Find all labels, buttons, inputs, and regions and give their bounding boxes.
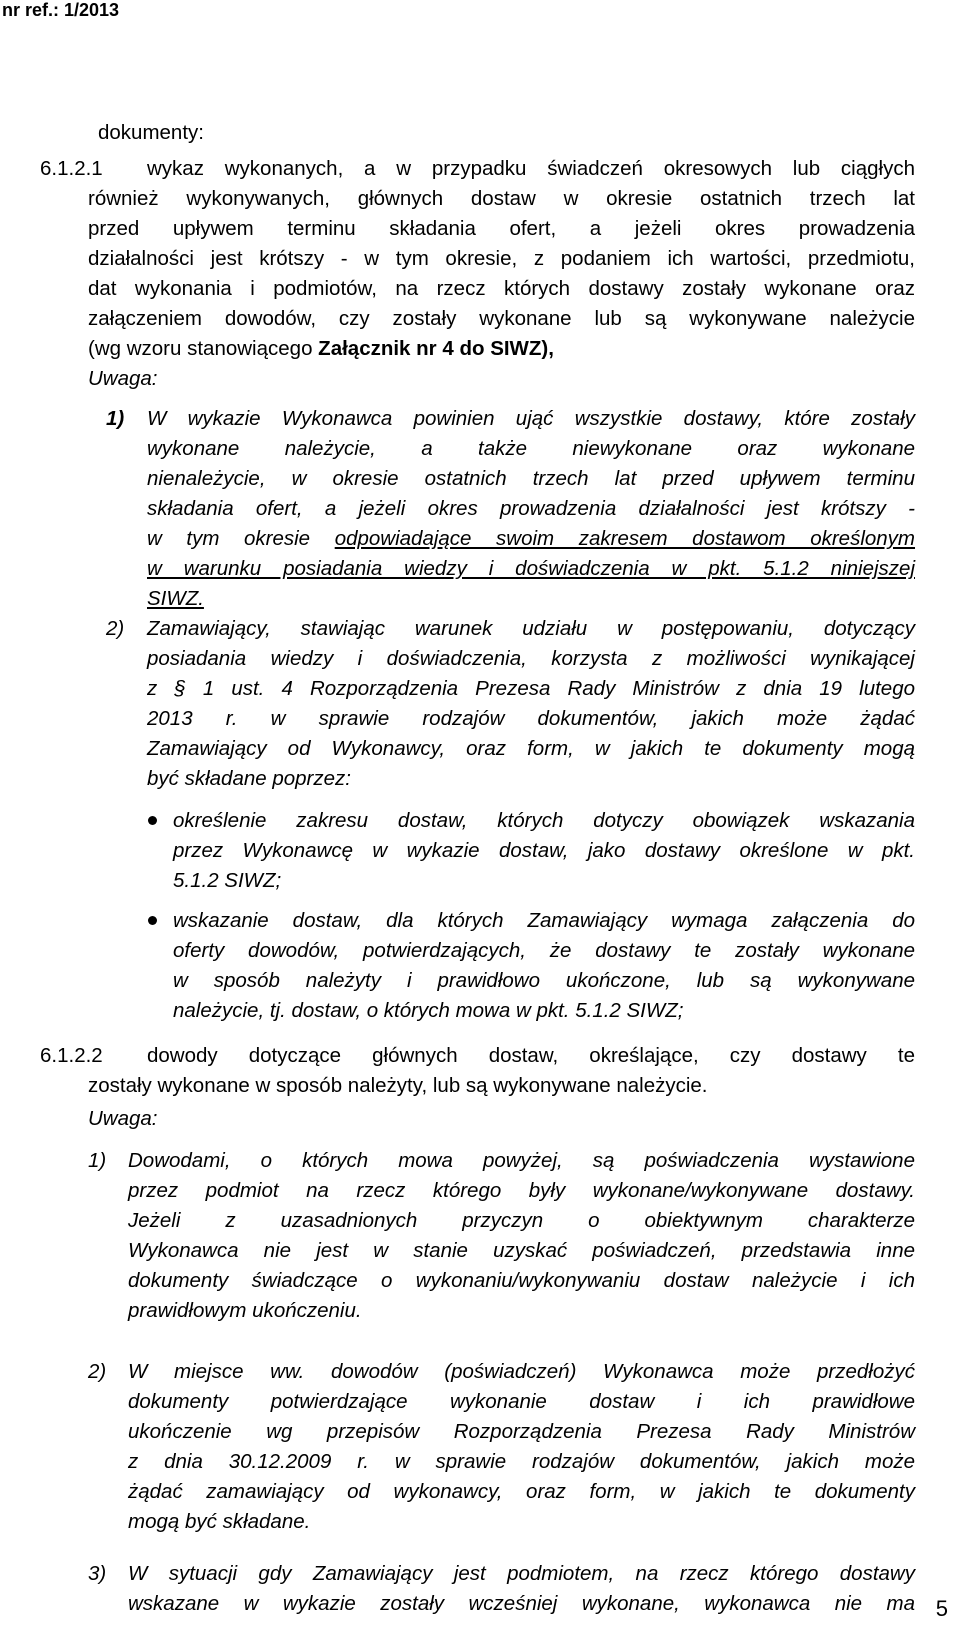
section-6-1-2-1-body: również wykonywanych, głównych dostaw w okresie ostatnich trzech lat przed upływem terminu składania ofert, a jeżeli okres prowadzenia działalności jest krótszy - w tym okresie, z podaniem ich wartości, przedmiotu, dat wykonania i podmiotów, na rzecz których dostawy zostały wykonane oraz załączeniem dowodów, czy zostały wykonane lub są wykonywane należycie (wg wzoru stanowiącego Załącznik nr 4 do SIWZ), xyxy=(88,187,915,360)
section-number: 6.1.2.2 xyxy=(40,1044,103,1067)
bullet-icon xyxy=(148,816,157,825)
section-number: 6.1.2.1 xyxy=(40,157,103,180)
note-heading: Uwaga: xyxy=(88,1107,158,1130)
note-1-text: W wykazie Wykonawca powinien ująć wszystkie dostawy, które zostały wykonane należycie, a także niewykonane oraz wykonane nienależycie, w okresie ostatnich trzech lat przed upływem terminu składania ofert, a jeżeli okres prowadzenia działalności jest krótszy - w tym okresie odpowiadające swoim zakresem dostawom określonym w warunku posiadania wiedzy i doświadczenia w pkt. 5.1.2 niniejszej SIWZ. xyxy=(147,407,916,610)
note-text: W sytuacji gdy Zamawiający jest podmiotem, na rzecz którego dostawy wskazane w wykazie zostały wcześniej wykonane, wykonawca nie ma xyxy=(128,1562,915,1615)
note-heading: Uwaga: xyxy=(88,367,158,390)
document-reference: nr ref.: 1/2013 xyxy=(2,0,120,20)
note-number: 3) xyxy=(88,1562,107,1585)
note-number: 2) xyxy=(106,617,125,640)
bullet-item: wskazanie dostaw, dla których Zamawiający wymaga załączenia do oferty dowodów, potwierdzających, że dostawy te zostały wykonane w sposób należyty i prawidłowo ukończone, lub są wykonywane należycie, tj. dostaw, o których mowa w pkt. 5.1.2 SIWZ; xyxy=(173,909,915,1022)
note-2-text: Zamawiający, stawiając warunek udziału w postępowaniu, dotyczący posiadania wiedzy i doświadczenia, korzysta z możliwości wynikającej z § 1 ust. 4 Rozporządzenia Prezesa Rady Ministrów z dnia 19 lutego 2013 r. w sprawie rodzajów dokumentów, jakich może żądać Zamawiający od Wykonawcy, oraz form, w jakich te dokumenty mogą być składane poprzez: xyxy=(147,617,915,790)
note-text: Dowodami, o których mowa powyżej, są poświadczenia wystawione przez podmiot na rzecz którego były wykonane/wykonywane dostawy. Jeżeli z uzasadnionych przyczyn o obiektywnym charakterze Wykonawca nie jest w stanie uzyskać poświadczeń, przedstawia inne dokumenty świadczące o wykonaniu/wykonywaniu dostaw należycie i ich prawidłowym ukończeniu. xyxy=(128,1149,915,1322)
note-number: 2) xyxy=(88,1360,107,1383)
page-number: 5 xyxy=(935,1596,948,1621)
intro-text: dokumenty: xyxy=(98,121,204,144)
bullet-item: określenie zakresu dostaw, których dotyczy obowiązek wskazania przez Wykonawcę w wykazie dostaw, jako dostawy określone w pkt. 5.1.2 SIWZ; xyxy=(173,809,915,892)
note-text: W miejsce ww. dowodów (poświadczeń) Wykonawca może przedłożyć dokumenty potwierdzające wykonanie dostaw i ich prawidłowe ukończenie wg przepisów Rozporządzenia Prezesa Rady Ministrów z dnia 30.12.2009 r. w sprawie rodzajów dokumentów, jakich może żądać zamawiający od wykonawcy, oraz form, w jakich te dokumenty mogą być składane. xyxy=(128,1360,915,1533)
section-6-1-2-2-first-line: dowody dotyczące głównych dostaw, określające, czy dostawy te xyxy=(147,1044,915,1067)
section-6-1-2-1-first-line: wykaz wykonanych, a w przypadku świadczeń okresowych lub ciągłych xyxy=(147,157,915,180)
bullet-icon xyxy=(148,916,157,925)
note-number: 1) xyxy=(106,407,125,430)
attachment-reference: Załącznik nr 4 do SIWZ), xyxy=(318,337,554,360)
section-6-1-2-2-second-line: zostały wykonane w sposób należyty, lub są wykonywane należycie. xyxy=(88,1074,708,1097)
note-number: 1) xyxy=(88,1149,107,1172)
